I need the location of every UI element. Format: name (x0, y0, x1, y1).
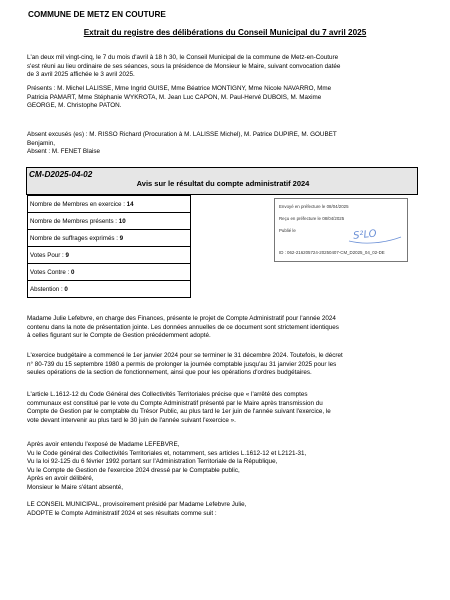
votes-row (28, 281, 191, 298)
votes-row (28, 196, 191, 213)
document-title: Extrait du registre des délibérations du Conseil Municipal du 7 avril 2025 (83, 28, 367, 37)
body-paragraph-1 (27, 315, 419, 341)
intro-line: L'an deux mil vingt-cinq, le 7 du mois d'avril à 18 h 30, le Conseil Municipal de la commune de Metz-en-Couture (27, 54, 339, 61)
votes-label: Nombre de suffrages exprimés : (30, 234, 118, 242)
absents-line: Benjamin, (27, 139, 56, 147)
votes-value: 0 (64, 285, 68, 293)
body-line: L'exercice budgétaire a commencé le 1er janvier 2024 pour se terminer le 31 décembre 2024. Toutefois, le décret (27, 352, 343, 359)
votes-value: 10 (118, 217, 126, 225)
signature-text: S²LO (352, 228, 378, 242)
body-paragraph-5 (27, 501, 419, 518)
presents-line: Patricia PAMART, Mme Stéphanie WYKROTA, M. Jean Luc CAPON, M. Paul-Hervé DUBOIS, M. Maxime (27, 93, 322, 101)
stamp-received-line: Reçu en préfecture le 08/04/2025 (279, 216, 345, 221)
votes-table (27, 195, 191, 298)
body-line: Vu le Code général des Collectivités Territoriales et, notamment, ses articles L.1612-12 et L2121-31, (27, 449, 307, 457)
body-line: Madame Julie Lefebvre, en charge des Finances, présente le projet de Compte Administratif pour l'année 2024 (27, 315, 336, 322)
absents-line: Absent : M. FENET Blaise (27, 148, 101, 156)
stamp-sent-line: Envoyé en préfecture le 08/04/2025 (279, 204, 349, 209)
body-line: LE CONSEIL MUNICIPAL, provisoirement présidé par Madame Lefebvre Julie, (27, 501, 247, 508)
votes-row (28, 213, 191, 230)
body-line: Compte de Gestion par le comptable du Trésor Public, au plus tard le 1er juin de l'année suivant l'exercice, le (27, 408, 331, 416)
acte-reference: CM-D2025-04-02 (29, 170, 93, 179)
commune-name: COMMUNE DE METZ EN COUTURE (28, 10, 166, 19)
votes-value: 14 (126, 200, 134, 208)
stamp-id-line: ID : 062-216205724-20250407-CM_D2025_04_02-DE (279, 250, 385, 255)
votes-value: 0 (70, 268, 75, 276)
s2lo-signature (275, 199, 409, 263)
votes-value: 9 (119, 234, 124, 242)
body-line: Vu le Compte de Gestion de l'exercice 2024 dressé par le Comptable public, (27, 466, 240, 474)
presents-line: GEORGE, M. Christophe PATON. (27, 102, 122, 110)
votes-label: Votes Contre : (30, 268, 70, 276)
stamp-published-line: Publié le (279, 228, 296, 233)
body-line: Après avoir entendu l'exposé de Madame LEFEBVRE, (27, 441, 180, 448)
body-line: L'article L.1612-12 du Code Général des Collectivités Territoriales précise que « l'arrêté des comptes (27, 391, 308, 398)
acte-title: Avis sur le résultat du compte administratif 2024 (136, 179, 310, 188)
votes-label: Nombre de Membres présents : (30, 217, 118, 225)
intro-paragraph (27, 54, 419, 80)
body-paragraph-4 (27, 441, 419, 493)
body-paragraph-2 (27, 352, 419, 378)
body-line: vote devant intervenir au plus tard le 30 juin de l'année suivant l'exercice ». (27, 416, 236, 424)
presents-line: Présents : M. Michel LALISSE, Mme Ingrid GUISE, Mme Béatrice MONTIGNY, Mme Nicole NAVARRO, Mme (27, 85, 332, 92)
body-line: ADOPTE le Compte Administratif 2024 et ses résultats comme suit : (27, 509, 217, 517)
body-line: seules opérations de la section de fonctionnement, ainsi que pour les opérations d'ordres budgétaires. (27, 369, 312, 377)
acte-header-box (26, 167, 418, 195)
votes-row (28, 264, 191, 281)
body-paragraph-3 (27, 391, 419, 425)
body-line: n° 80-739 du 15 septembre 1980 a permis de prolonger la journée comptable jusqu'au 31 janvier 2025 pour les (27, 360, 337, 368)
votes-label: Abstention : (30, 285, 63, 293)
intro-line: de 3 avril 2025 affichée le 3 avril 2025. (27, 71, 135, 79)
body-line: contenu dans la note de présentation jointe. Les données annuelles de ce document sont strictement identiques (27, 323, 339, 331)
body-line: Après en avoir délibéré, (27, 475, 94, 483)
votes-label: Nombre de Membres en exercice : (30, 200, 125, 208)
intro-line: s'est réuni au lieu ordinaire de ses séances, sous la présidence de Monsieur le Maire, suivant convocation datée (27, 62, 341, 70)
prefecture-stamp (274, 198, 408, 262)
body-line: Vu la loi 92-125 du 6 février 1992 portant sur l'Administration Territoriale de la République, (27, 458, 278, 466)
votes-value: 9 (65, 251, 69, 259)
presents-paragraph (27, 85, 419, 111)
votes-row (28, 247, 191, 264)
votes-row (28, 230, 191, 247)
body-line: à celles figurant sur le Compte de Gestion précédemment adopté. (27, 332, 211, 340)
absents-paragraph (27, 131, 419, 157)
body-line: Monsieur le Maire s'étant absenté, (27, 483, 124, 491)
absents-line: Absent excusés (es) : M. RISSO Richard (Procuration à M. LALISSE Michel), M. Patrice DUPIRE, M. GOUBET (27, 131, 337, 138)
body-line: communaux est constitué par le vote du Compte Administratif présenté par le Maire après transmission du (27, 399, 323, 407)
votes-label: Votes Pour : (30, 251, 64, 259)
